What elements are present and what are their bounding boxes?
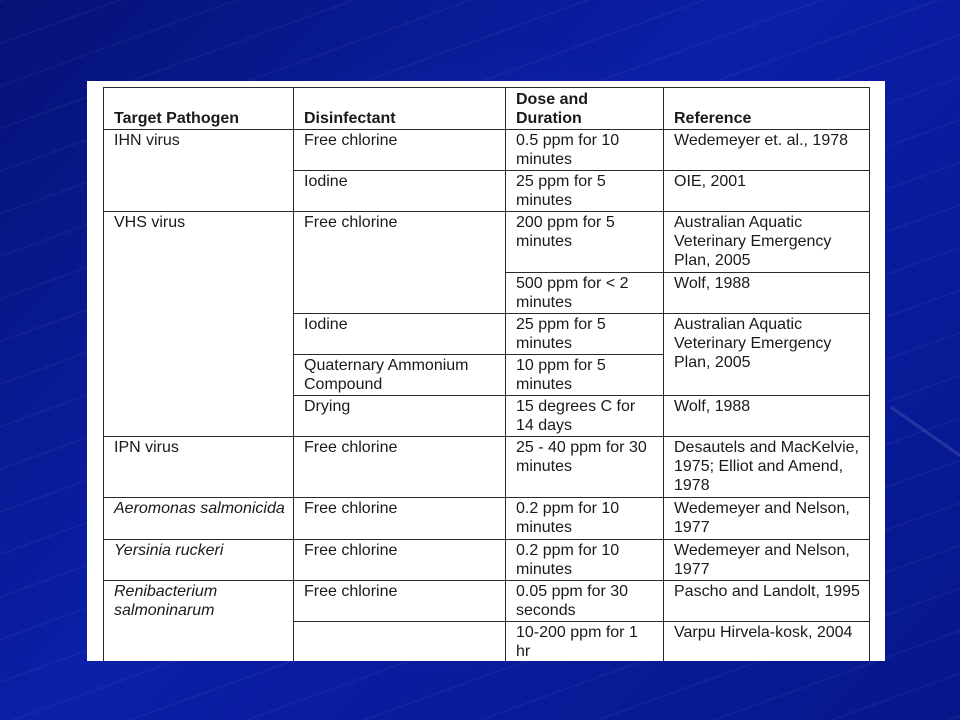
disinfectant-cell: Quaternary Ammonium Compound [294,355,506,396]
reference-cell: OIE, 2001 [664,171,870,212]
reference-cell: Wedemeyer and Nelson, 1977 [664,540,870,581]
disinfectant-cell: Free chlorine [294,498,506,540]
header-reference: Reference [664,88,870,130]
dose-cell: 25 - 40 ppm for 30 minutes [506,437,664,498]
dose-cell: 0.05 ppm for 30 seconds [506,581,664,622]
table-row [104,498,870,540]
disinfection-table [103,87,870,661]
reference-cell: Wedemeyer et. al., 1978 [664,130,870,171]
header-target-pathogen: Target Pathogen [104,88,294,130]
reference-cell: Wolf, 1988 [664,273,870,314]
table-row [104,581,870,622]
disinfectant-cell: Free chlorine [294,581,506,622]
dose-cell: 0.2 ppm for 10 minutes [506,540,664,581]
disinfectant-cell: Iodine [294,314,506,355]
pathogen-cell: Renibacterium salmoninarum [104,581,294,662]
header-dose-duration: Dose and Duration [506,88,664,130]
table-row [104,212,870,273]
dose-cell: 0.5 ppm for 10 minutes [506,130,664,171]
dose-cell: 200 ppm for 5 minutes [506,212,664,273]
dose-cell: 10-200 ppm for 1 hr [506,622,664,662]
disinfectant-cell: Free chlorine [294,130,506,171]
scanned-document [87,81,885,661]
dose-cell: 25 ppm for 5 minutes [506,171,664,212]
dose-cell: 0.2 ppm for 10 minutes [506,498,664,540]
dose-cell: 10 ppm for 5 minutes [506,355,664,396]
table-row [104,130,870,171]
disinfectant-cell: Free chlorine [294,437,506,498]
reference-cell: Wolf, 1988 [664,396,870,437]
reference-cell: Desautels and MacKelvie, 1975; Elliot and Amend, 1978 [664,437,870,498]
disinfectant-cell: Iodine [294,171,506,212]
disinfectant-cell: Free chlorine [294,212,506,314]
dose-cell: 25 ppm for 5 minutes [506,314,664,355]
header-row [104,88,870,130]
background-streak [890,406,960,477]
reference-cell: Pascho and Landolt, 1995 [664,581,870,622]
reference-cell: Australian Aquatic Veterinary Emergency Plan, 2005 [664,314,870,396]
disinfectant-cell [294,622,506,662]
dose-cell: 500 ppm for < 2 minutes [506,273,664,314]
reference-cell: Australian Aquatic Veterinary Emergency Plan, 2005 [664,212,870,273]
pathogen-cell: Yersinia ruckeri [104,540,294,581]
table-row [104,437,870,498]
dose-cell: 15 degrees C for 14 days [506,396,664,437]
reference-cell: Wedemeyer and Nelson, 1977 [664,498,870,540]
header-disinfectant: Disinfectant [294,88,506,130]
disinfectant-cell: Free chlorine [294,540,506,581]
pathogen-cell: IPN virus [104,437,294,498]
reference-cell: Varpu Hirvela-kosk, 2004 [664,622,870,662]
table-row [104,540,870,581]
pathogen-cell: IHN virus [104,130,294,212]
pathogen-cell: Aeromonas salmonicida [104,498,294,540]
pathogen-cell: VHS virus [104,212,294,437]
disinfectant-cell: Drying [294,396,506,437]
